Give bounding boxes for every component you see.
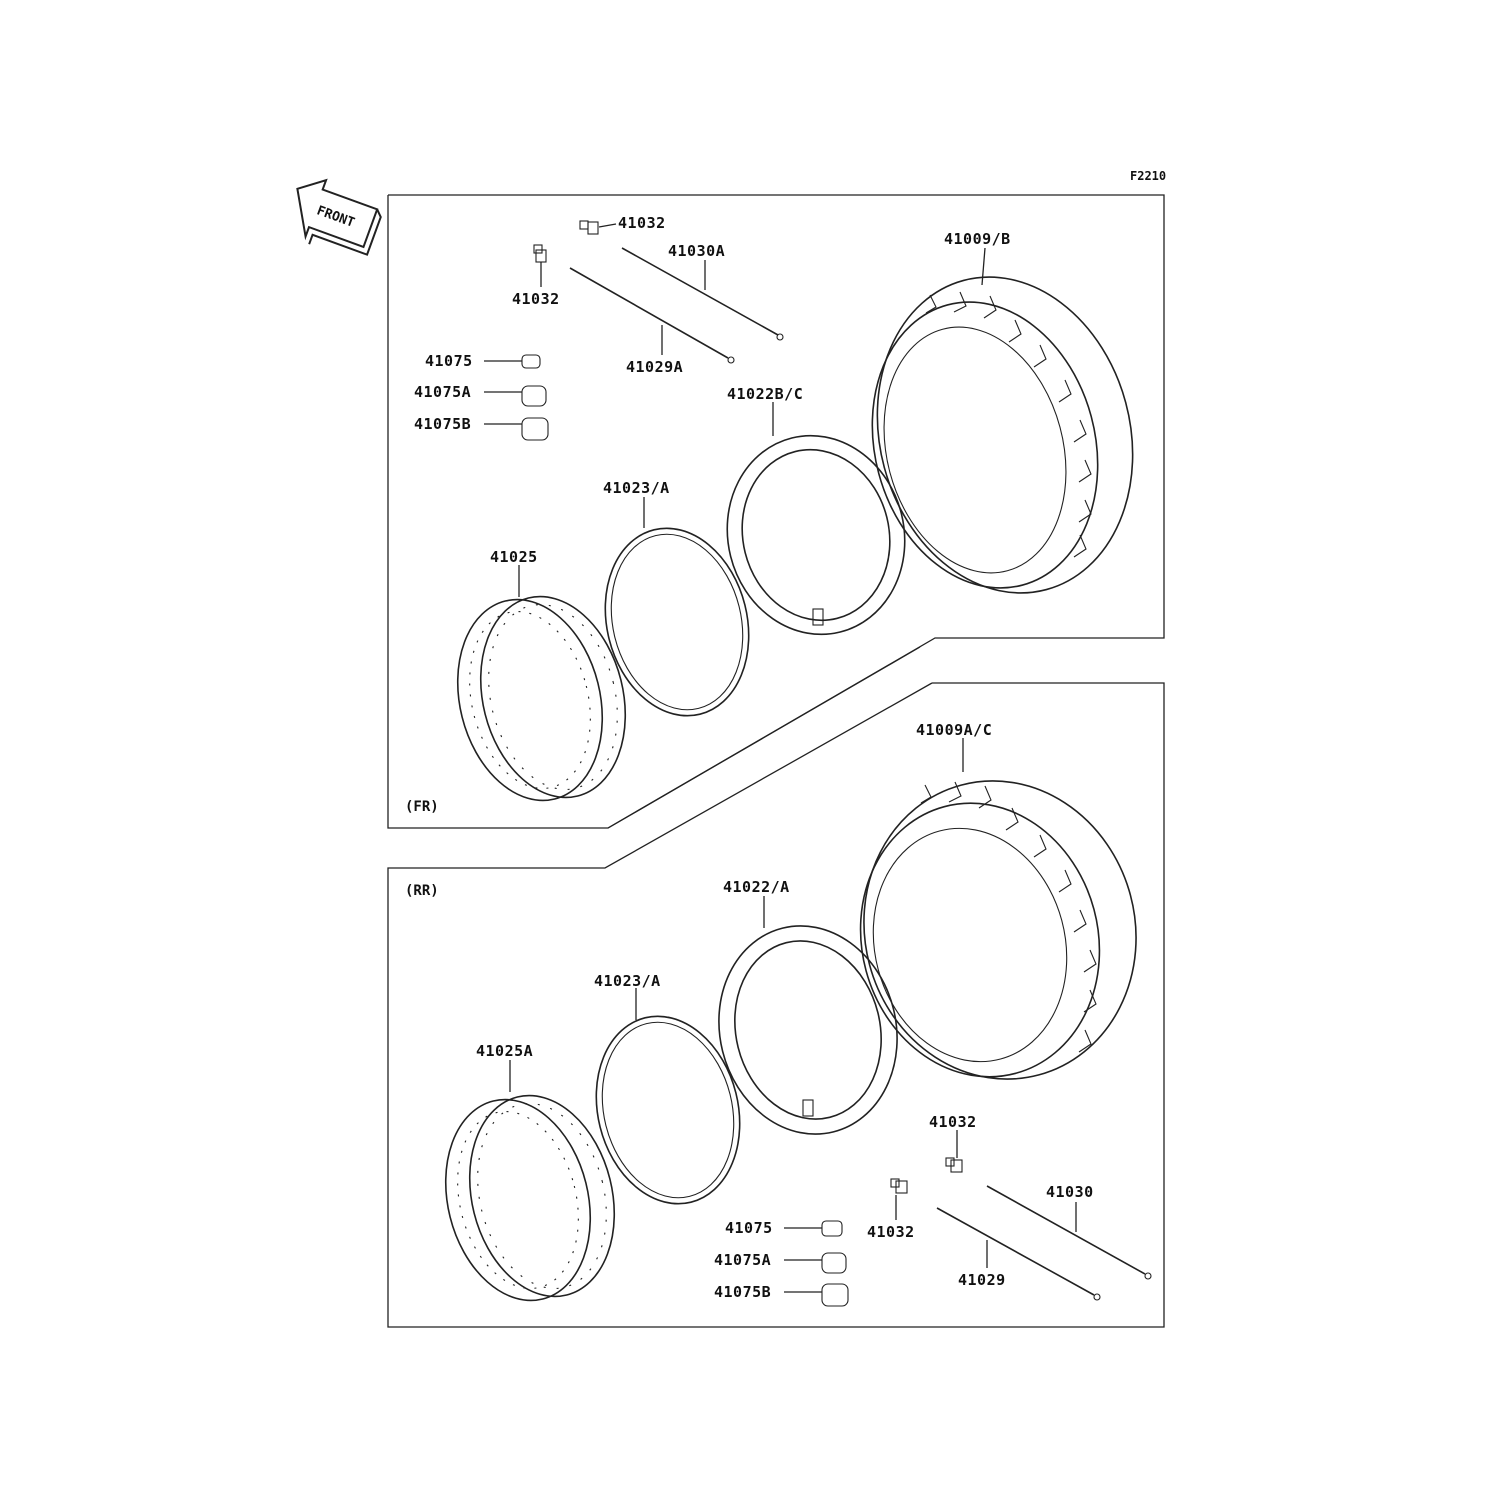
label-rear-valve-bottom: 41032 [867,1223,915,1241]
rear-rim-band [577,1001,759,1219]
label-front-spoke-b: 41029A [626,358,684,376]
front-valve-top [580,221,598,234]
label-rear-valve-top: 41032 [929,1113,977,1131]
label-rear-nipple-b: 41075B [714,1283,772,1301]
diagram-code: F2210 [1130,169,1167,183]
front-label: FRONT [314,203,357,231]
front-rim-band [586,513,768,731]
label-front-rim: 41025 [490,548,538,566]
front-arrow-icon [281,172,386,264]
label-rear-tire: 41009A/C [916,721,993,739]
front-tire [841,248,1167,622]
rear-valve-bottom [891,1179,907,1193]
rear-inner-tube [697,907,919,1153]
front-spoke-b [570,268,734,363]
front-nipple-b [522,418,548,440]
label-rear-spoke-a: 41030 [1046,1183,1094,1201]
rear-nipple-a [822,1253,846,1273]
rear-tire [830,750,1169,1110]
front-inner-tube [706,417,925,654]
label-front-spoke-a: 41030A [668,242,726,260]
section-label-front: (FR) [405,799,439,815]
label-front-nipple: 41075 [425,352,473,370]
label-front-nipple-b: 41075B [414,415,472,433]
label-front-rim-band: 41023/A [603,479,670,497]
label-front-tire: 41009/B [944,230,1011,248]
rear-nipple [822,1221,842,1236]
label-front-tube: 41022B/C [727,385,804,403]
front-nipple [522,355,540,368]
rear-valve-top [946,1158,962,1172]
label-front-nipple-a: 41075A [414,383,472,401]
rear-nipple-b [822,1284,848,1306]
front-valve-left [534,245,546,262]
rear-rim [425,1080,634,1316]
label-rear-tube: 41022/A [723,878,790,896]
label-rear-spoke-b: 41029 [958,1271,1006,1289]
front-rim [437,581,645,816]
section-label-rear: (RR) [405,883,439,899]
label-rear-nipple-a: 41075A [714,1251,772,1269]
front-nipple-a [522,386,546,406]
front-section-frame [388,195,1164,828]
label-front-valve-top: 41032 [618,214,666,232]
rear-section-frame [388,683,1164,1327]
front-spoke-a [622,248,783,340]
label-rear-rim-band: 41023/A [594,972,661,990]
label-front-valve-left: 41032 [512,290,560,308]
label-rear-rim: 41025A [476,1042,534,1060]
label-rear-nipple: 41075 [725,1219,773,1237]
